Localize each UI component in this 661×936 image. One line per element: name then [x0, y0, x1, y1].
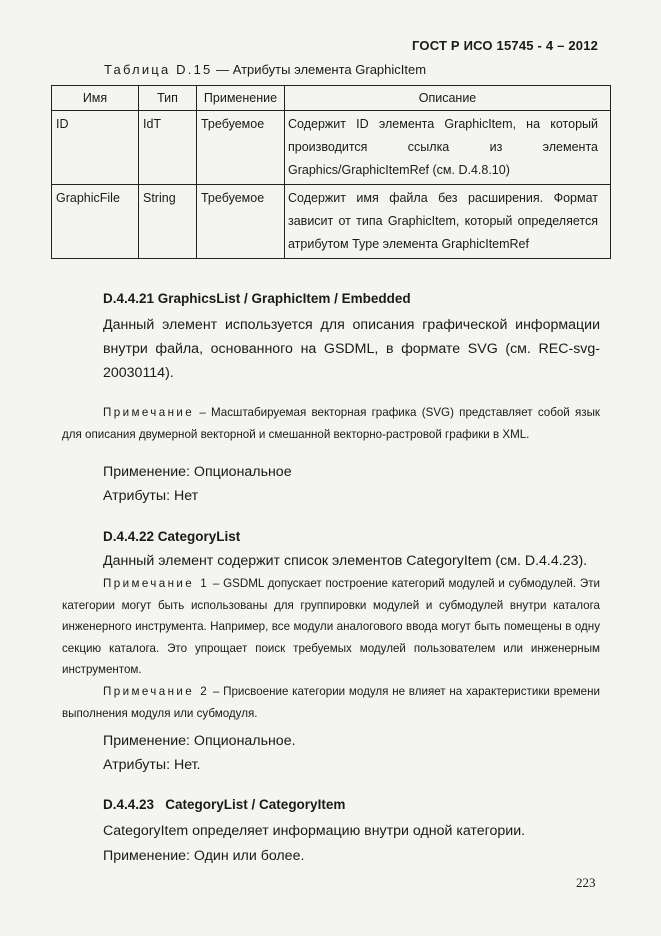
page-number: 223 [576, 875, 596, 890]
table-caption [104, 62, 426, 77]
section-21-note [62, 402, 600, 445]
cell-type: IdT [139, 111, 197, 185]
section-23-paragraph: CategoryItem определяет информацию внутри одной категории. [103, 823, 526, 839]
column-header-description: Описание [285, 86, 611, 111]
cell-name: GraphicFile [52, 185, 139, 259]
section-heading-21: D.4.4.21 GraphicsList / GraphicItem / Embedded [103, 291, 411, 306]
cell-usage: Требуемое [197, 185, 285, 259]
note-text: – Масштабируемая векторная графика (SVG) представляет собой язык для описания двумерной векторной и смешанной векторно-растровой графики в XML. [62, 406, 600, 441]
section-21-attributes: Атрибуты: Нет [103, 488, 199, 504]
attributes-table [51, 85, 611, 259]
cell-name: ID [52, 111, 139, 185]
column-header-name: Имя [52, 86, 139, 111]
cell-description: Содержит имя файла без расширения. Формат зависит от типа GraphicItem, который определяется атрибутом Type элемента GraphicItemRef [285, 185, 611, 259]
column-header-usage: Применение [197, 86, 285, 111]
cell-type: String [139, 185, 197, 259]
section-22-attributes: Атрибуты: Нет. [103, 757, 201, 773]
section-22-usage: Применение: Опциональное. [103, 733, 296, 749]
note-label: Примечание 2 [103, 685, 210, 698]
table-caption-label: Таблица D.15 [104, 62, 213, 77]
section-heading-23: D.4.4.23 CategoryList / CategoryItem [103, 797, 346, 812]
section-21-usage: Применение: Опциональное [103, 464, 292, 480]
section-23-usage: Применение: Один или более. [103, 848, 305, 864]
note-label: Примечание [103, 406, 195, 419]
section-22-note-2 [62, 681, 600, 724]
section-21-paragraph-text: Данный элемент используется для описания графической информации внутри файла, основанного на GSDML, в формате SVG (см. REC-svg-20030114). [103, 317, 600, 381]
table-row [52, 185, 611, 259]
section-21-paragraph [103, 313, 600, 385]
document-header: ГОСТ Р ИСО 15745 - 4 – 2012 [412, 38, 599, 53]
table-row [52, 111, 611, 185]
note-text: – Присвоение категории модуля не влияет на характеристики времени выполнения модуля или субмодуля. [62, 685, 600, 720]
cell-usage: Требуемое [197, 111, 285, 185]
table-caption-text: — Атрибуты элемента GraphicItem [216, 62, 427, 77]
note-text: – GSDML допускает построение категорий модулей и субмодулей. Эти категории могут быть использованы для группировки модулей и субмодулей внутри каталога инженерного инструмента. Например, все модули аналогового ввода могут быть помещены в одну секцию каталога. Это упрощает поиск требуемых модулей пользователем или инженерным инструментом. [62, 577, 601, 676]
table-header-row [52, 86, 611, 111]
column-header-type: Тип [139, 86, 197, 111]
section-22-paragraph: Данный элемент содержит список элементов CategoryItem (см. D.4.4.23). [103, 553, 588, 569]
section-heading-22: D.4.4.22 CategoryList [103, 529, 241, 544]
section-22-note-1 [62, 573, 600, 681]
note-label: Примечание 1 [103, 577, 210, 590]
cell-description: Содержит ID элемента GraphicItem, на который производится ссылка из элемента Graphics/GraphicItemRef (см. D.4.8.10) [285, 111, 611, 185]
